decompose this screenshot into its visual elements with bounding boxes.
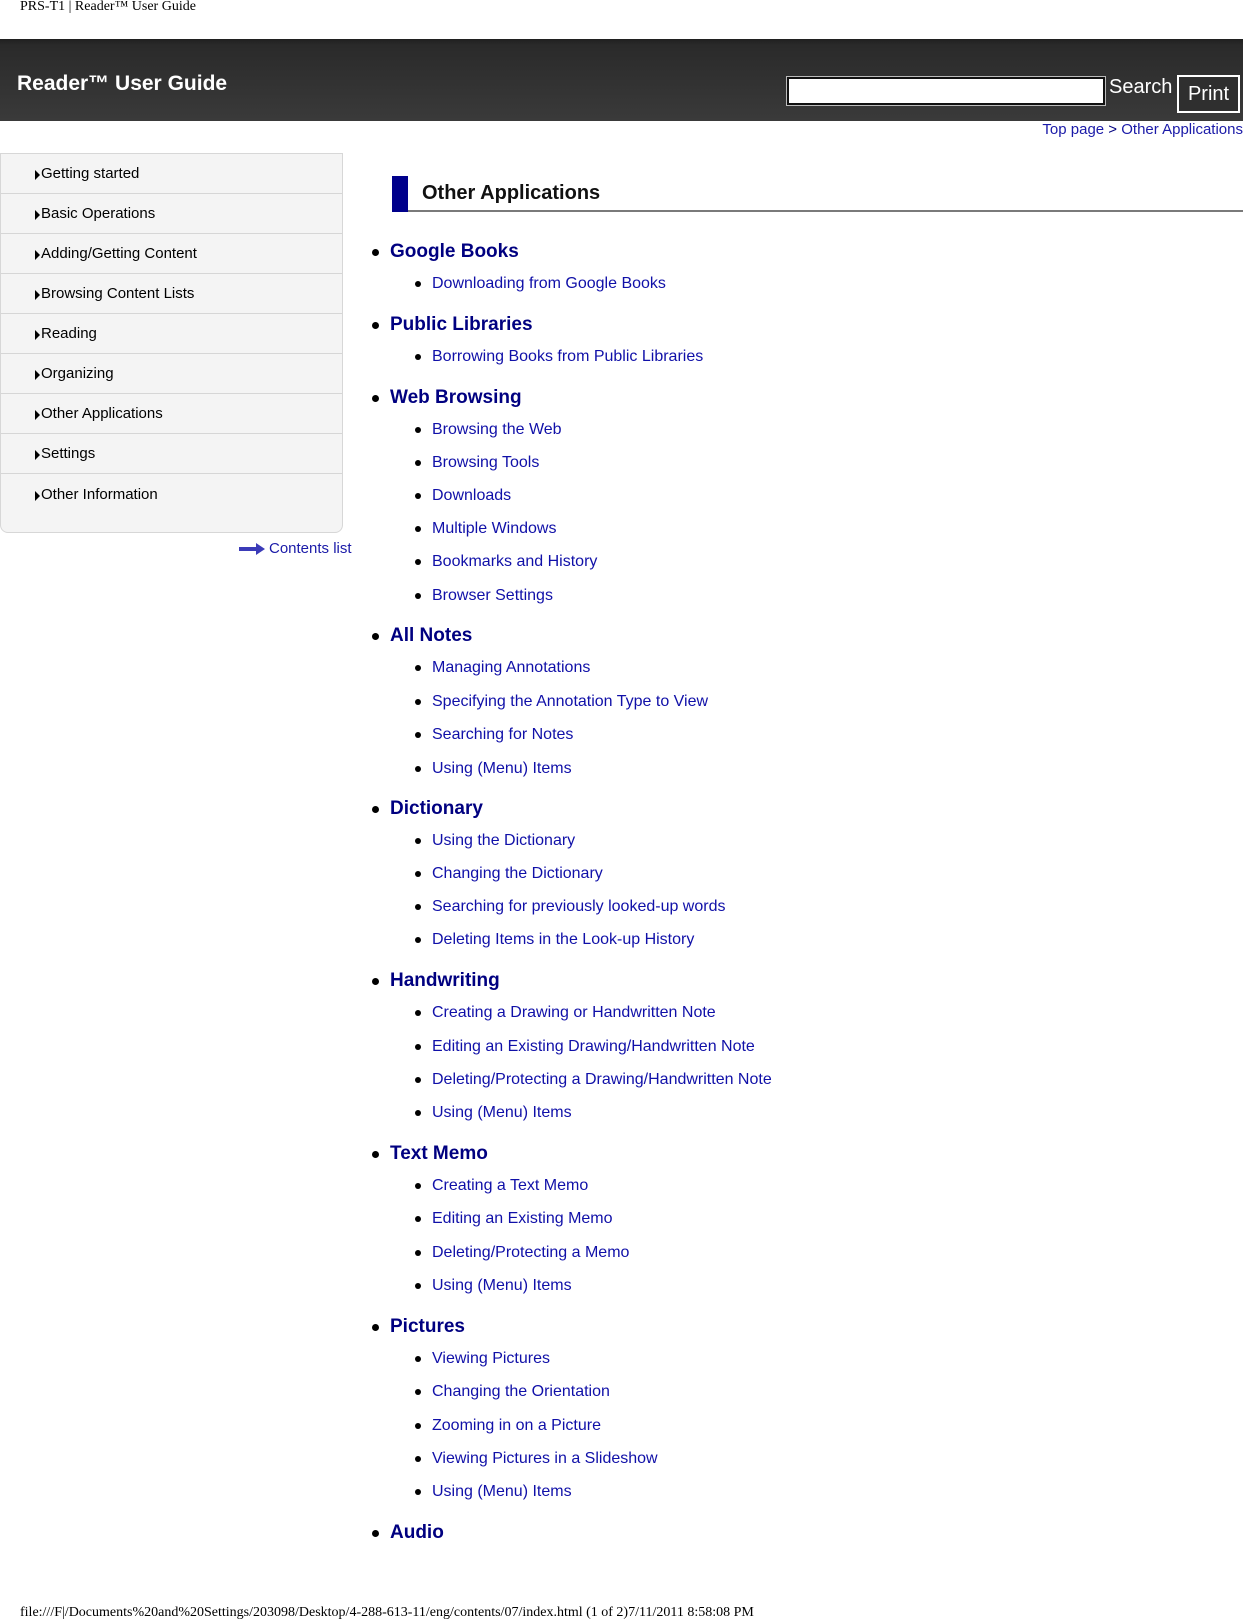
sidebar-item-other-applications[interactable] [1, 394, 342, 434]
bullet-icon [372, 249, 379, 256]
bullet-icon [415, 427, 421, 433]
section-title: Text Memo [390, 1143, 488, 1164]
list-item-label: Viewing Pictures [432, 1350, 550, 1367]
list-item-label: Changing the Orientation [432, 1383, 610, 1400]
sidebar-item-other-information[interactable] [1, 474, 342, 514]
search-input[interactable] [787, 77, 1105, 105]
list-item-label: Using (Menu) Items [432, 1277, 572, 1294]
bullet-icon [415, 1250, 421, 1256]
section-title: Public Libraries [390, 314, 533, 335]
bullet-icon [415, 1010, 421, 1016]
section-title: Dictionary [390, 798, 483, 819]
list-item[interactable] [415, 1277, 572, 1295]
bullet-icon [415, 593, 421, 599]
bullet-icon [415, 1110, 421, 1116]
list-item-label: Viewing Pictures in a Slideshow [432, 1450, 658, 1467]
list-item-label: Multiple Windows [432, 520, 557, 537]
list-item[interactable] [415, 832, 575, 850]
bullet-icon [415, 1423, 421, 1429]
bullet-icon [415, 1183, 421, 1189]
bullet-icon [415, 1456, 421, 1462]
bullet-icon [372, 806, 379, 813]
list-item-label: Deleting/Protecting a Drawing/Handwritten Note [432, 1071, 772, 1088]
bullet-icon [372, 1324, 379, 1331]
list-item-label: Editing an Existing Drawing/Handwritten Note [432, 1038, 755, 1055]
list-item[interactable] [415, 865, 603, 883]
bullet-icon [372, 395, 379, 402]
list-item[interactable] [415, 1038, 755, 1056]
list-item-label: Deleting Items in the Look-up History [432, 931, 695, 948]
sidebar-item-getting-started[interactable] [1, 154, 342, 194]
arrow-right-icon [238, 542, 266, 556]
list-item[interactable] [415, 421, 562, 439]
sidebar-item-adding-content[interactable] [1, 234, 342, 274]
list-item[interactable] [415, 487, 511, 505]
bullet-icon [415, 904, 421, 910]
list-item-label: Changing the Dictionary [432, 865, 603, 882]
bullet-icon [415, 1077, 421, 1083]
bullet-icon [415, 460, 421, 466]
section-title: Pictures [390, 1316, 465, 1337]
triangle-right-icon [35, 210, 40, 220]
list-item[interactable] [415, 275, 666, 293]
section-text-memo[interactable] [372, 1143, 488, 1165]
section-title: Handwriting [390, 970, 500, 991]
contents-list-label: Contents list [269, 540, 352, 557]
list-item[interactable] [415, 693, 708, 711]
list-item[interactable] [415, 898, 725, 916]
list-item-label: Downloads [432, 487, 512, 504]
section-all-notes[interactable] [372, 625, 472, 647]
list-item[interactable] [415, 1417, 601, 1435]
list-item[interactable] [415, 1450, 658, 1468]
section-handwriting[interactable] [372, 970, 500, 992]
sidebar-item-label: Browsing Content Lists [41, 285, 195, 302]
list-item[interactable] [415, 1350, 550, 1368]
section-google-books[interactable] [372, 241, 519, 263]
page-footer-path: file:///F|/Documents%20and%20Settings/203098/Desktop/4-288-613-11/eng/contents/07/index.html (1 of 2)7/11/2011 8:58:08 PM [20, 1605, 754, 1620]
window-title: PRS-T1 | Reader™ User Guide [20, 0, 196, 14]
list-item-label: Downloading from Google Books [432, 275, 666, 292]
list-item-label: Using (Menu) Items [432, 1104, 572, 1121]
list-item[interactable] [415, 1210, 613, 1228]
list-item[interactable] [415, 1177, 588, 1195]
triangle-right-icon [35, 491, 40, 501]
page-heading [392, 176, 1243, 212]
list-item[interactable] [415, 1244, 629, 1262]
list-item-label: Bookmarks and History [432, 553, 598, 570]
list-item-label: Searching for Notes [432, 726, 574, 743]
list-item[interactable] [415, 587, 553, 605]
bullet-icon [372, 1151, 379, 1158]
triangle-right-icon [35, 410, 40, 420]
list-item[interactable] [415, 1104, 572, 1122]
bullet-icon [415, 871, 421, 877]
section-title: Google Books [390, 241, 519, 262]
triangle-right-icon [35, 370, 40, 380]
list-item-label: Editing an Existing Memo [432, 1210, 613, 1227]
list-item[interactable] [415, 348, 703, 366]
breadcrumb-current[interactable]: Other Applications [1121, 121, 1243, 138]
bullet-icon [372, 322, 379, 329]
section-pictures[interactable] [372, 1316, 465, 1338]
sidebar-item-label: Basic Operations [41, 205, 156, 222]
list-item-label: Creating a Text Memo [432, 1177, 589, 1194]
bullet-icon [415, 699, 421, 705]
bullet-icon [372, 978, 379, 985]
sidebar-item-browsing-content-lists[interactable] [1, 274, 342, 314]
triangle-right-icon [35, 450, 40, 460]
bullet-icon [415, 1356, 421, 1362]
triangle-right-icon [35, 290, 40, 300]
section-title: All Notes [390, 625, 473, 646]
list-item[interactable] [415, 553, 597, 571]
triangle-right-icon [35, 170, 40, 180]
bullet-icon [415, 732, 421, 738]
bullet-icon [415, 766, 421, 772]
list-item[interactable] [415, 1004, 716, 1022]
contents-list-link[interactable] [238, 540, 352, 557]
list-item[interactable] [415, 1071, 772, 1089]
sidebar-item-label: Settings [41, 445, 96, 462]
sidebar-menu [0, 153, 343, 533]
list-item-label: Using (Menu) Items [432, 760, 572, 777]
list-item-label: Specifying the Annotation Type to View [432, 693, 709, 710]
section-audio[interactable] [372, 1522, 444, 1544]
breadcrumb [1042, 121, 1243, 138]
list-item-label: Deleting/Protecting a Memo [432, 1244, 630, 1261]
list-item-label: Zooming in on a Picture [432, 1417, 601, 1434]
heading-accent-bar [392, 176, 408, 212]
bullet-icon [415, 1283, 421, 1289]
section-dictionary[interactable] [372, 798, 483, 820]
list-item-label: Browsing Tools [432, 454, 540, 471]
sidebar-item-label: Reading [41, 325, 97, 342]
triangle-right-icon [35, 250, 40, 260]
list-item-label: Using (Menu) Items [432, 1483, 572, 1500]
list-item[interactable] [415, 1383, 610, 1401]
list-item-label: Borrowing Books from Public Libraries [432, 348, 704, 365]
bullet-icon [415, 354, 421, 360]
section-web-browsing[interactable] [372, 387, 522, 409]
section-title: Audio [390, 1522, 444, 1543]
breadcrumb-top-page[interactable]: Top page [1042, 121, 1105, 138]
print-button[interactable]: Print [1177, 75, 1240, 113]
search-button[interactable]: Search [1109, 76, 1173, 98]
bullet-icon [415, 526, 421, 532]
breadcrumb-separator: > [1104, 121, 1122, 138]
section-public-libraries[interactable] [372, 314, 533, 336]
list-item[interactable] [415, 520, 556, 538]
page-title: Other Applications [422, 182, 601, 204]
list-item[interactable] [415, 726, 573, 744]
bullet-icon [415, 281, 421, 287]
list-item[interactable] [415, 931, 694, 949]
sidebar-item-label: Adding/Getting Content [41, 245, 197, 262]
header-bar [0, 39, 1243, 121]
list-item-label: Managing Annotations [432, 659, 591, 676]
list-item[interactable] [415, 454, 539, 472]
sidebar-item-reading[interactable] [1, 314, 342, 354]
sidebar-item-settings[interactable] [1, 434, 342, 474]
bullet-icon [415, 1216, 421, 1222]
sidebar-item-basic-operations[interactable] [1, 194, 342, 234]
bullet-icon [415, 1489, 421, 1495]
bullet-icon [415, 493, 421, 499]
sidebar-item-organizing[interactable] [1, 354, 342, 394]
list-item-label: Browser Settings [432, 587, 553, 604]
bullet-icon [415, 1044, 421, 1050]
section-title: Web Browsing [390, 387, 522, 408]
list-item[interactable] [415, 760, 572, 778]
list-item-label: Creating a Drawing or Handwritten Note [432, 1004, 716, 1021]
bullet-icon [372, 633, 379, 640]
bullet-icon [415, 665, 421, 671]
sidebar-item-label: Other Applications [41, 405, 163, 422]
list-item-label: Using the Dictionary [432, 832, 576, 849]
sidebar-item-label: Getting started [41, 165, 140, 182]
guide-title: Reader™ User Guide [17, 72, 228, 95]
bullet-icon [415, 937, 421, 943]
bullet-icon [415, 559, 421, 565]
list-item-label: Searching for previously looked-up words [432, 898, 726, 915]
list-item[interactable] [415, 1483, 572, 1501]
sidebar-item-label: Other Information [41, 485, 158, 503]
list-item[interactable] [415, 659, 590, 677]
bullet-icon [372, 1530, 379, 1537]
bullet-icon [415, 1389, 421, 1395]
sidebar-item-label: Organizing [41, 365, 114, 382]
list-item-label: Browsing the Web [432, 421, 562, 438]
triangle-right-icon [35, 330, 40, 340]
bullet-icon [415, 838, 421, 844]
